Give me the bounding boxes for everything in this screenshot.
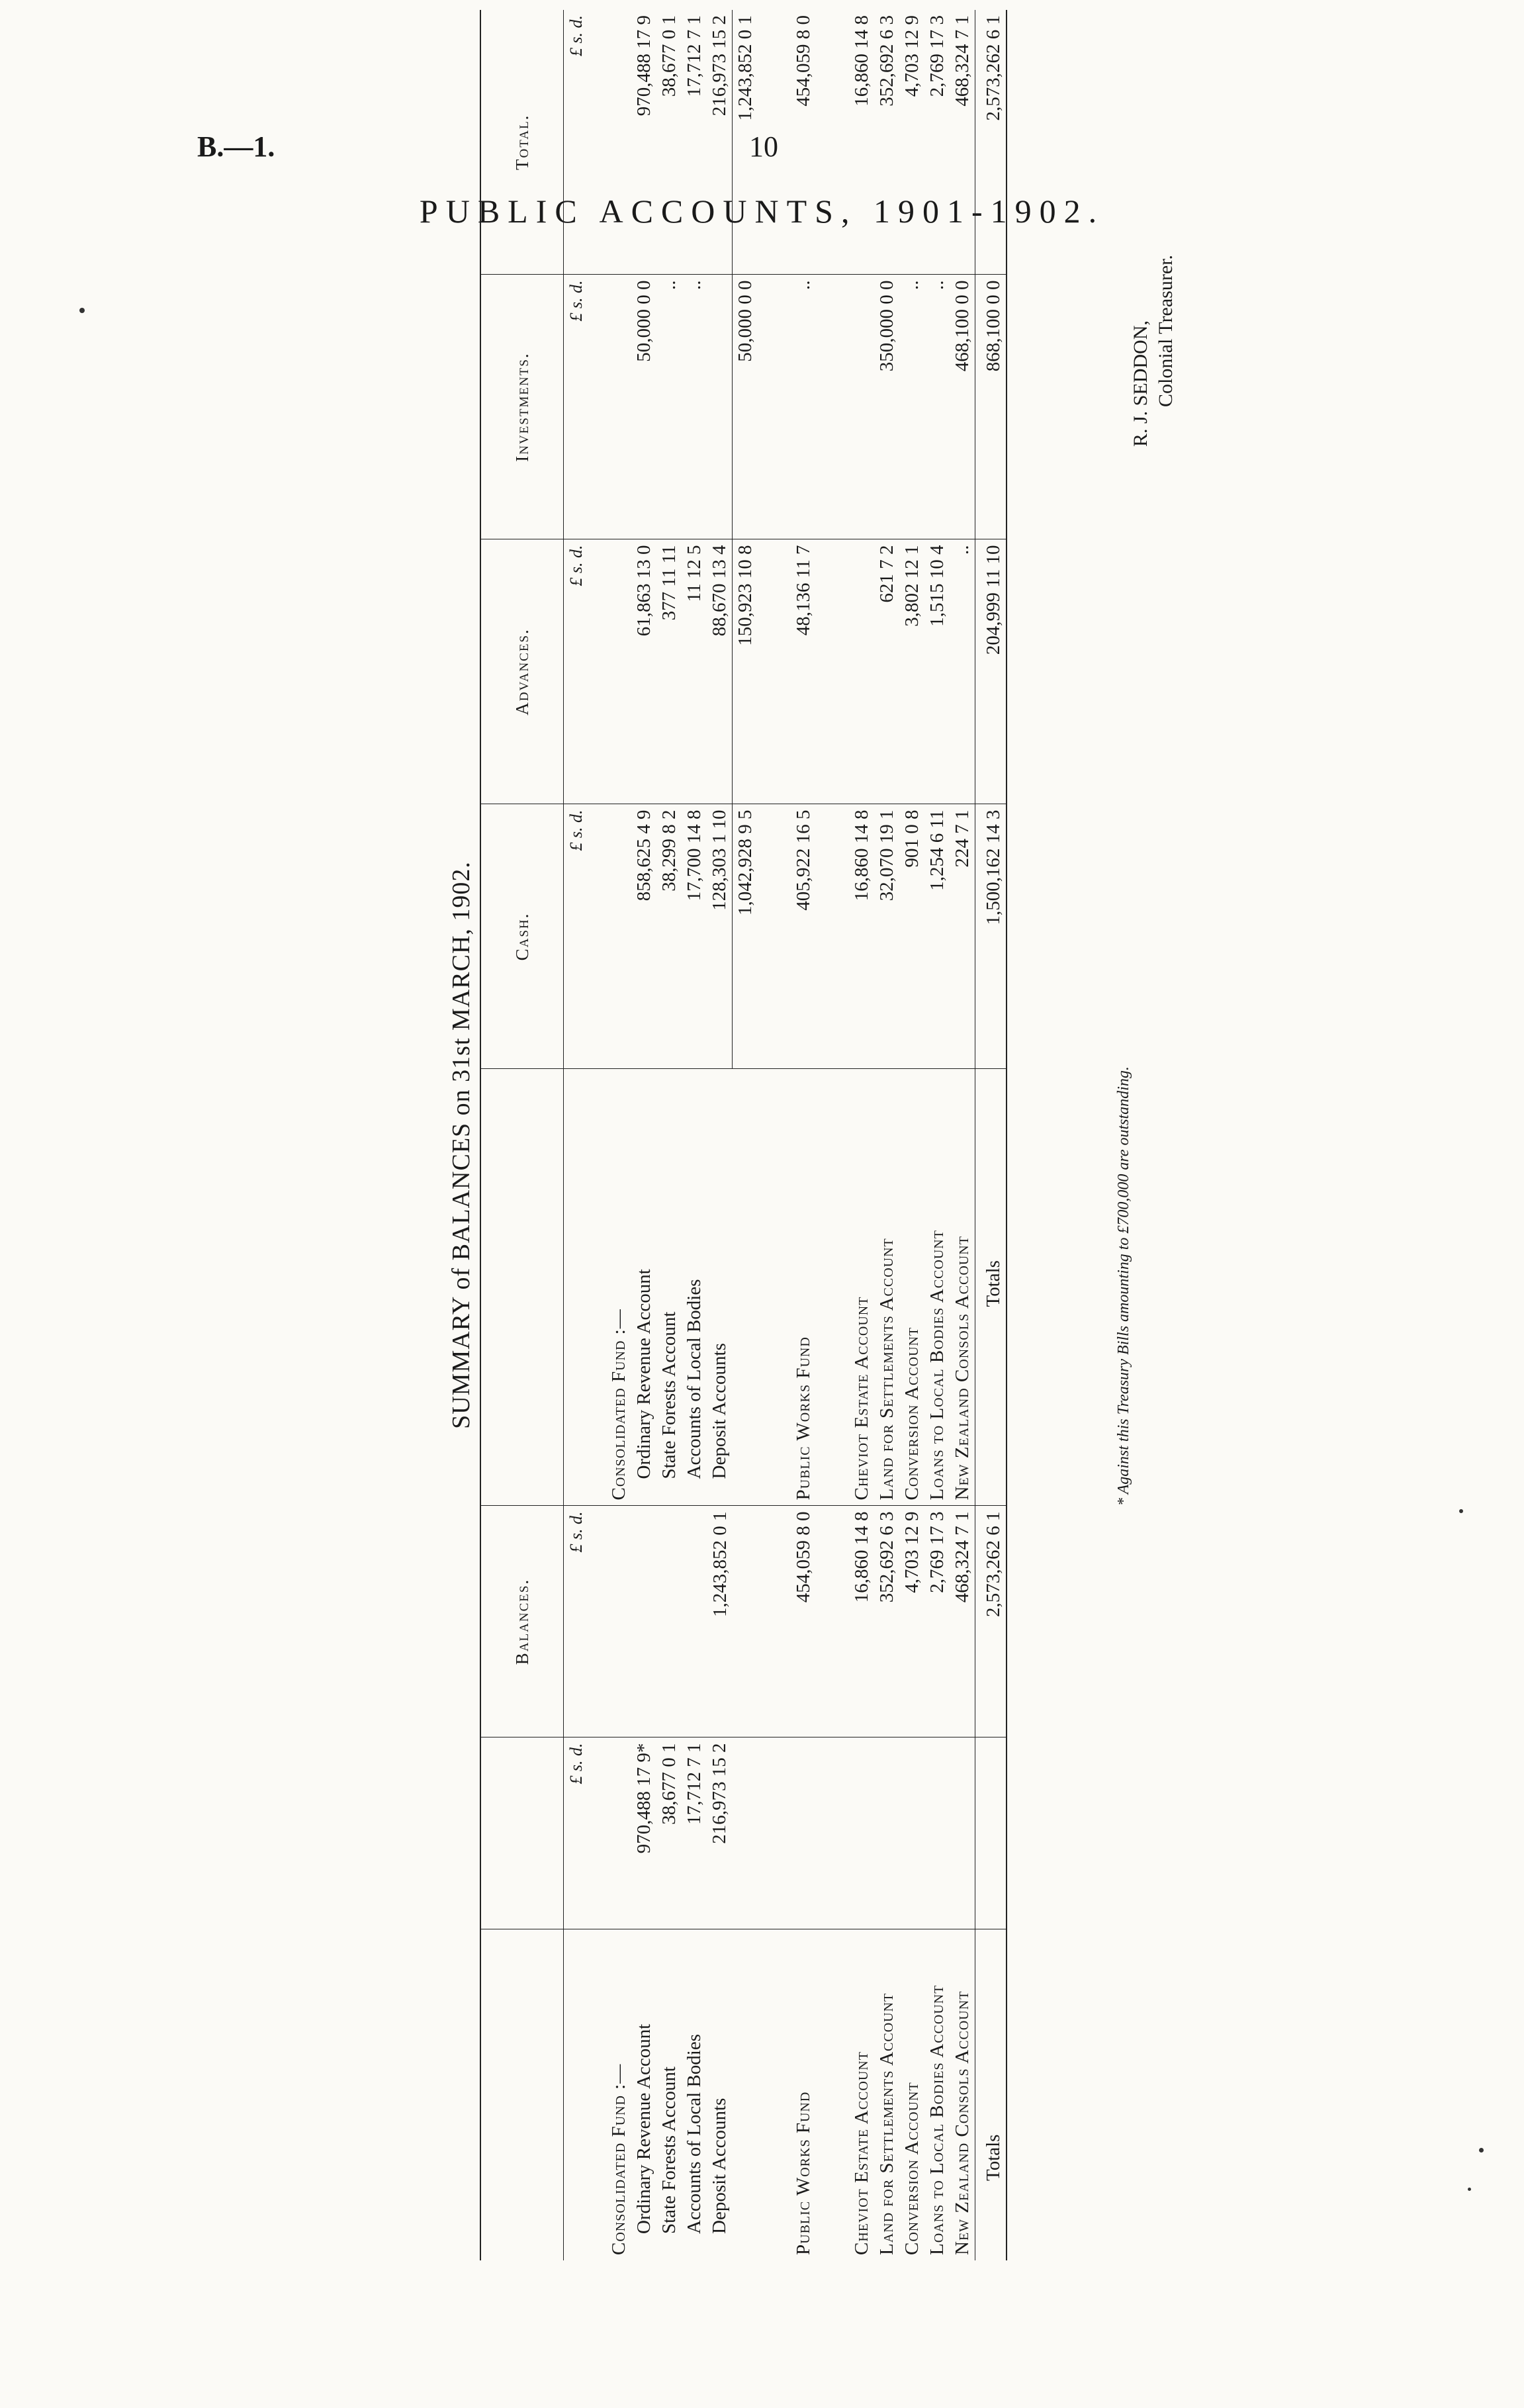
investments-value: 468,100 0 0: [950, 275, 975, 539]
consolidated-heading: Consolidated Fund :—: [606, 1069, 631, 1506]
row-label: Ordinary Revenue Account: [633, 2023, 654, 2234]
row-label: Conversion Account: [901, 2082, 922, 2255]
spacer-row: [816, 10, 849, 2260]
cash-header: Cash.: [480, 804, 564, 1069]
advances-value: 1,515 10 4: [924, 539, 950, 804]
total-subtotal: 1,243,852 0 1: [733, 10, 758, 275]
spacer-row: [758, 10, 791, 2260]
investments-header: Investments.: [480, 275, 564, 539]
row-amount: 216,973 15 2: [707, 1737, 733, 1929]
cash-value: 1,254 6 11: [924, 804, 950, 1069]
total-value: 16,860 14 8: [849, 10, 874, 275]
cash-value: 38,299 8 2: [656, 804, 682, 1069]
row-label: Cheviot Estate Account: [849, 1069, 874, 1506]
label-header-right: [480, 1069, 564, 1506]
lsd-label: £ s. d.: [564, 275, 607, 539]
advances-total: 204,999 11 10: [975, 539, 1007, 804]
total-value: 4,703 12 9: [899, 10, 924, 275]
row-label: Ordinary Revenue Account: [631, 1069, 656, 1506]
table-row: [707, 10, 733, 2260]
advances-value: 3,802 12 1: [899, 539, 924, 804]
subtotal-row: [733, 10, 758, 2260]
advances-value: 377 11 11: [656, 539, 682, 804]
balance-value: 454,059 8 0: [791, 1506, 816, 1737]
amount-header: [480, 1737, 564, 1929]
lsd-label: £ s. d.: [564, 1506, 607, 1737]
table-row: [874, 10, 899, 2260]
advances-value: 61,863 13 0: [631, 539, 656, 804]
table-row: [950, 10, 975, 2260]
advances-value: 88,670 13 4: [707, 539, 733, 804]
lsd-label: £ s. d.: [564, 804, 607, 1069]
investments-value: ..: [656, 275, 682, 539]
balance-value: 16,860 14 8: [849, 1506, 874, 1737]
header-row: [480, 10, 564, 2260]
series-code: B.—1.: [197, 130, 275, 163]
row-label: State Forests Account: [658, 2066, 680, 2234]
totals-label: Totals: [975, 1069, 1007, 1506]
row-label: Public Works Fund: [793, 2091, 814, 2255]
investments-value: ..: [791, 275, 816, 539]
grand-total: 2,573,262 6 1: [975, 10, 1007, 275]
print-speck: [1468, 2188, 1471, 2191]
investments-value: ..: [924, 275, 950, 539]
balance-value: 4,703 12 9: [899, 1506, 924, 1737]
row-label: Accounts of Local Bodies: [684, 2033, 705, 2234]
advances-subtotal: 150,923 10 8: [733, 539, 758, 804]
balance-value: 468,324 7 1: [950, 1506, 975, 1737]
total-header: Total.: [480, 10, 564, 275]
lsd-label: £ s. d.: [564, 10, 607, 275]
row-label: Deposit Accounts: [709, 2098, 730, 2234]
cash-value: 405,922 16 5: [791, 804, 816, 1069]
row-label: New Zealand Consols Account: [952, 1990, 973, 2255]
lsd-label: £ s. d.: [564, 1737, 607, 1929]
row-amount: 17,712 7 1: [682, 1737, 707, 1929]
table-row: [924, 10, 950, 2260]
totals-balance: 2,573,262 6 1: [975, 1506, 1007, 1737]
cash-total: 1,500,162 14 3: [975, 804, 1007, 1069]
investments-value: 350,000 0 0: [874, 275, 899, 539]
consolidated-heading-row: [606, 10, 631, 2260]
row-label: Loans to Local Bodies Account: [926, 1984, 948, 2255]
investments-value: ..: [682, 275, 707, 539]
consolidated-heading: Consolidated Fund :—: [608, 2063, 629, 2255]
cash-value: 128,303 1 10: [707, 804, 733, 1069]
row-amount: 970,488 17 9*: [631, 1737, 656, 1929]
signer-role: Colonial Treasurer.: [1155, 255, 1177, 407]
page-number: 10: [749, 130, 778, 163]
investments-value: 50,000 0 0: [631, 275, 656, 539]
print-speck: [1479, 2148, 1484, 2153]
advances-value: ..: [950, 539, 975, 804]
cash-subtotal: 1,042,928 9 5: [733, 804, 758, 1069]
advances-value: [849, 539, 874, 804]
lsd-row: [564, 10, 607, 2260]
investments-subtotal: 50,000 0 0: [733, 275, 758, 539]
investments-value: [849, 275, 874, 539]
cash-value: 901 0 8: [899, 804, 924, 1069]
signer-name: R. J. SEDDON,: [1130, 320, 1151, 447]
total-value: 17,712 7 1: [682, 10, 707, 275]
footnote: * Against this Treasury Bills amounting to £700,000 are outstanding.: [1115, 1066, 1132, 1506]
cash-value: 224 7 1: [950, 804, 975, 1069]
cash-value: 16,860 14 8: [849, 804, 874, 1069]
row-label: State Forests Account: [656, 1069, 682, 1506]
balances-header: Balances.: [480, 1506, 564, 1737]
row-label: Conversion Account: [899, 1069, 924, 1506]
investments-value: [707, 275, 733, 539]
total-value: 454,059 8 0: [791, 10, 816, 275]
print-speck: [79, 308, 85, 313]
row-label: New Zealand Consols Account: [950, 1069, 975, 1506]
rotated-summary-page: [433, 3, 1347, 2287]
cash-value: 32,070 19 1: [874, 804, 899, 1069]
table-row: [849, 10, 874, 2260]
balance-value: 2,769 17 3: [924, 1506, 950, 1737]
table-row: [791, 10, 816, 2260]
print-speck: [1459, 1509, 1463, 1513]
total-value: 216,973 15 2: [707, 10, 733, 275]
totals-row: [975, 10, 1007, 2260]
table-row: [631, 10, 656, 2260]
row-label: Accounts of Local Bodies: [682, 1069, 707, 1506]
cash-value: 858,625 4 9: [631, 804, 656, 1069]
advances-value: 11 12 5: [682, 539, 707, 804]
signature-block: [1128, 255, 1179, 447]
advances-header: Advances.: [480, 539, 564, 804]
lsd-label: £ s. d.: [564, 539, 607, 804]
table-row: [682, 10, 707, 2260]
row-amount: 38,677 0 1: [656, 1737, 682, 1929]
row-label: Land for Settlements Account: [874, 1069, 899, 1506]
row-label: Public Works Fund: [791, 1069, 816, 1506]
total-value: 352,692 6 3: [874, 10, 899, 275]
label-header: [480, 1929, 564, 2260]
summary-caption: SUMMARY of BALANCES on 31st MARCH, 1902.: [447, 861, 475, 1429]
balance-value: 1,243,852 0 1: [707, 1506, 733, 1737]
investments-value: ..: [899, 275, 924, 539]
advances-value: 48,136 11 7: [791, 539, 816, 804]
total-value: 970,488 17 9: [631, 10, 656, 275]
advances-value: 621 7 2: [874, 539, 899, 804]
balance-value: 352,692 6 3: [874, 1506, 899, 1737]
total-value: 38,677 0 1: [656, 10, 682, 275]
totals-label: Totals: [975, 1929, 1007, 2260]
row-label: Loans to Local Bodies Account: [924, 1069, 950, 1506]
cash-value: 17,700 14 8: [682, 804, 707, 1069]
row-label: Deposit Accounts: [707, 1069, 733, 1506]
row-label: Cheviot Estate Account: [851, 2051, 872, 2255]
balances-summary-table: [480, 10, 1007, 2260]
row-label: Land for Settlements Account: [876, 1992, 897, 2255]
table-row: [899, 10, 924, 2260]
total-value: 468,324 7 1: [950, 10, 975, 275]
table-row: [656, 10, 682, 2260]
total-value: 2,769 17 3: [924, 10, 950, 275]
page-title: PUBLIC ACCOUNTS, 1901-1902.: [419, 193, 1105, 230]
investments-total: 868,100 0 0: [975, 275, 1007, 539]
